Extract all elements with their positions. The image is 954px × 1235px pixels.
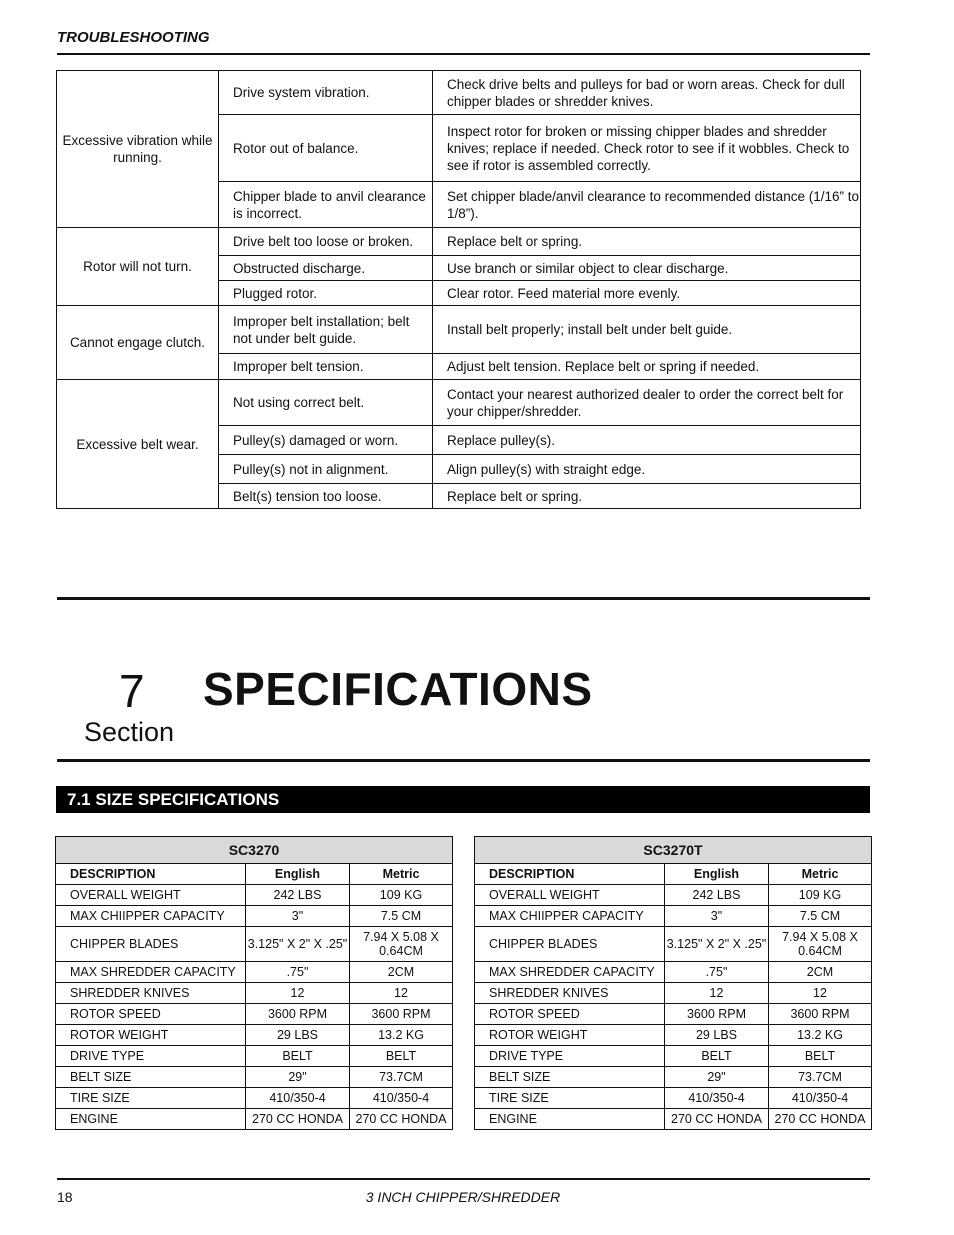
spec-label: OVERALL WEIGHT	[56, 885, 246, 906]
table-row	[475, 1046, 872, 1067]
column-header: Metric	[350, 864, 453, 885]
spec-metric: 2CM	[350, 962, 453, 983]
spec-english: 29"	[665, 1067, 769, 1088]
spec-english: 410/350-4	[246, 1088, 350, 1109]
spec-metric: 7.94 X 5.08 X 0.64CM	[769, 927, 872, 962]
table-row	[56, 906, 453, 927]
spec-label: BELT SIZE	[475, 1067, 665, 1088]
column-header-row	[56, 864, 453, 885]
remedy-cell: Replace belt or spring.	[433, 484, 861, 509]
spec-label: BELT SIZE	[56, 1067, 246, 1088]
spec-english: 3"	[246, 906, 350, 927]
table-row	[56, 1004, 453, 1025]
remedy-cell: Inspect rotor for broken or missing chipper blades and shredder knives; replace if needed. Check rotor to see if it wobbles. Check to see if rotor is assembled correctly.	[433, 115, 861, 182]
table-row	[56, 1109, 453, 1130]
spec-english: BELT	[665, 1046, 769, 1067]
cause-cell: Improper belt installation; belt not under belt guide.	[219, 306, 433, 354]
table-row	[56, 885, 453, 906]
spec-label: MAX SHREDDER CAPACITY	[475, 962, 665, 983]
spec-label: ENGINE	[475, 1109, 665, 1130]
remedy-cell: Clear rotor. Feed material more evenly.	[433, 281, 861, 306]
table-row	[56, 962, 453, 983]
model-heading: SC3270	[56, 837, 453, 864]
table-row	[56, 983, 453, 1004]
table-row	[56, 1046, 453, 1067]
spec-metric: BELT	[769, 1046, 872, 1067]
spec-label: TIRE SIZE	[475, 1088, 665, 1109]
cause-cell: Obstructed discharge.	[219, 256, 433, 281]
spec-label: ROTOR WEIGHT	[475, 1025, 665, 1046]
cause-cell: Improper belt tension.	[219, 354, 433, 380]
table-row	[56, 927, 453, 962]
spec-metric: 7.5 CM	[350, 906, 453, 927]
spec-metric: 410/350-4	[769, 1088, 872, 1109]
remedy-cell: Contact your nearest authorized dealer to order the correct belt for your chipper/shredder.	[433, 380, 861, 426]
table-row	[475, 1067, 872, 1088]
cause-cell: Not using correct belt.	[219, 380, 433, 426]
spec-english: 3600 RPM	[665, 1004, 769, 1025]
spec-label: TIRE SIZE	[56, 1088, 246, 1109]
table-row	[57, 306, 861, 354]
cause-cell: Belt(s) tension too loose.	[219, 484, 433, 509]
cause-cell: Pulley(s) damaged or worn.	[219, 426, 433, 455]
table-row	[475, 885, 872, 906]
cause-cell: Chipper blade to anvil clearance is incorrect.	[219, 182, 433, 228]
cause-cell: Pulley(s) not in alignment.	[219, 455, 433, 484]
remedy-cell: Use branch or similar object to clear discharge.	[433, 256, 861, 281]
column-header: Metric	[769, 864, 872, 885]
page-number: 18	[57, 1189, 73, 1205]
cause-cell: Drive belt too loose or broken.	[219, 228, 433, 256]
spec-metric: 7.5 CM	[769, 906, 872, 927]
spec-metric: BELT	[350, 1046, 453, 1067]
table-row	[475, 1025, 872, 1046]
spec-english: 410/350-4	[665, 1088, 769, 1109]
table-row	[475, 927, 872, 962]
footer-rule	[57, 1178, 870, 1180]
spec-label: OVERALL WEIGHT	[475, 885, 665, 906]
remedy-cell: Replace belt or spring.	[433, 228, 861, 256]
header-rule	[57, 53, 870, 55]
spec-label: MAX SHREDDER CAPACITY	[56, 962, 246, 983]
problem-cell: Rotor will not turn.	[57, 228, 219, 306]
spec-table-sc3270t	[474, 836, 872, 1130]
spec-english: 29"	[246, 1067, 350, 1088]
spec-label: DRIVE TYPE	[475, 1046, 665, 1067]
section-number: 7	[119, 665, 145, 717]
remedy-cell: Replace pulley(s).	[433, 426, 861, 455]
column-header: DESCRIPTION	[56, 864, 246, 885]
column-header: English	[665, 864, 769, 885]
spec-metric: 270 CC HONDA	[769, 1109, 872, 1130]
spec-english: 270 CC HONDA	[246, 1109, 350, 1130]
spec-label: ROTOR SPEED	[475, 1004, 665, 1025]
column-header: DESCRIPTION	[475, 864, 665, 885]
cause-cell: Rotor out of balance.	[219, 115, 433, 182]
spec-metric: 13.2 KG	[350, 1025, 453, 1046]
table-row	[475, 1109, 872, 1130]
spec-metric: 109 KG	[350, 885, 453, 906]
page-header-title: TROUBLESHOOTING	[57, 29, 210, 46]
spec-english: 3.125" X 2" X .25"	[246, 927, 350, 962]
cause-cell: Plugged rotor.	[219, 281, 433, 306]
spec-english: .75"	[665, 962, 769, 983]
spec-metric: 73.7CM	[350, 1067, 453, 1088]
spec-metric: 3600 RPM	[769, 1004, 872, 1025]
problem-cell: Cannot engage clutch.	[57, 306, 219, 380]
spec-label: CHIPPER BLADES	[56, 927, 246, 962]
spec-label: ROTOR WEIGHT	[56, 1025, 246, 1046]
spec-metric: 13.2 KG	[769, 1025, 872, 1046]
section-top-rule	[57, 597, 870, 600]
table-row	[57, 228, 861, 256]
spec-english: BELT	[246, 1046, 350, 1067]
spec-metric: 7.94 X 5.08 X 0.64CM	[350, 927, 453, 962]
spec-label: MAX CHIIPPER CAPACITY	[56, 906, 246, 927]
spec-label: CHIPPER BLADES	[475, 927, 665, 962]
spec-english: 242 LBS	[246, 885, 350, 906]
spec-english: 29 LBS	[665, 1025, 769, 1046]
footer-title: 3 INCH CHIPPER/SHREDDER	[365, 1189, 561, 1205]
table-row	[57, 71, 861, 115]
troubleshooting-table	[56, 70, 861, 509]
remedy-cell: Adjust belt tension. Replace belt or spring if needed.	[433, 354, 861, 380]
remedy-cell: Install belt properly; install belt under belt guide.	[433, 306, 861, 354]
spec-english: 3.125" X 2" X .25"	[665, 927, 769, 962]
spec-metric: 12	[769, 983, 872, 1004]
spec-label: DRIVE TYPE	[56, 1046, 246, 1067]
spec-label: ENGINE	[56, 1109, 246, 1130]
spec-metric: 270 CC HONDA	[350, 1109, 453, 1130]
spec-english: 12	[665, 983, 769, 1004]
spec-metric: 12	[350, 983, 453, 1004]
problem-cell: Excessive belt wear.	[57, 380, 219, 509]
table-row	[56, 1025, 453, 1046]
spec-english: 12	[246, 983, 350, 1004]
cause-cell: Drive system vibration.	[219, 71, 433, 115]
spec-english: 29 LBS	[246, 1025, 350, 1046]
table-row	[475, 983, 872, 1004]
spec-label: MAX CHIIPPER CAPACITY	[475, 906, 665, 927]
spec-english: 3600 RPM	[246, 1004, 350, 1025]
column-header-row	[475, 864, 872, 885]
section-bottom-rule	[57, 759, 870, 762]
model-heading: SC3270T	[475, 837, 872, 864]
table-row	[475, 906, 872, 927]
problem-cell: Excessive vibration while running.	[57, 71, 219, 228]
remedy-cell: Align pulley(s) with straight edge.	[433, 455, 861, 484]
table-row	[475, 1088, 872, 1109]
spec-english: .75"	[246, 962, 350, 983]
spec-label: SHREDDER KNIVES	[475, 983, 665, 1004]
spec-metric: 3600 RPM	[350, 1004, 453, 1025]
spec-english: 270 CC HONDA	[665, 1109, 769, 1130]
remedy-cell: Set chipper blade/anvil clearance to recommended distance (1/16” to 1/8”).	[433, 182, 861, 228]
spec-english: 242 LBS	[665, 885, 769, 906]
spec-table-sc3270	[55, 836, 453, 1130]
spec-label: SHREDDER KNIVES	[56, 983, 246, 1004]
table-row	[56, 1067, 453, 1088]
section-title: SPECIFICATIONS	[203, 663, 593, 715]
spec-metric: 2CM	[769, 962, 872, 983]
table-row	[475, 1004, 872, 1025]
table-row	[56, 1088, 453, 1109]
column-header: English	[246, 864, 350, 885]
spec-label: ROTOR SPEED	[56, 1004, 246, 1025]
table-row	[57, 380, 861, 426]
spec-metric: 410/350-4	[350, 1088, 453, 1109]
remedy-cell: Check drive belts and pulleys for bad or worn areas. Check for dull chipper blades or shredder knives.	[433, 71, 861, 115]
section-label: Section	[84, 717, 175, 747]
spec-metric: 73.7CM	[769, 1067, 872, 1088]
subsection-heading: 7.1 SIZE SPECIFICATIONS	[56, 786, 870, 813]
spec-english: 3"	[665, 906, 769, 927]
spec-metric: 109 KG	[769, 885, 872, 906]
table-row	[475, 962, 872, 983]
